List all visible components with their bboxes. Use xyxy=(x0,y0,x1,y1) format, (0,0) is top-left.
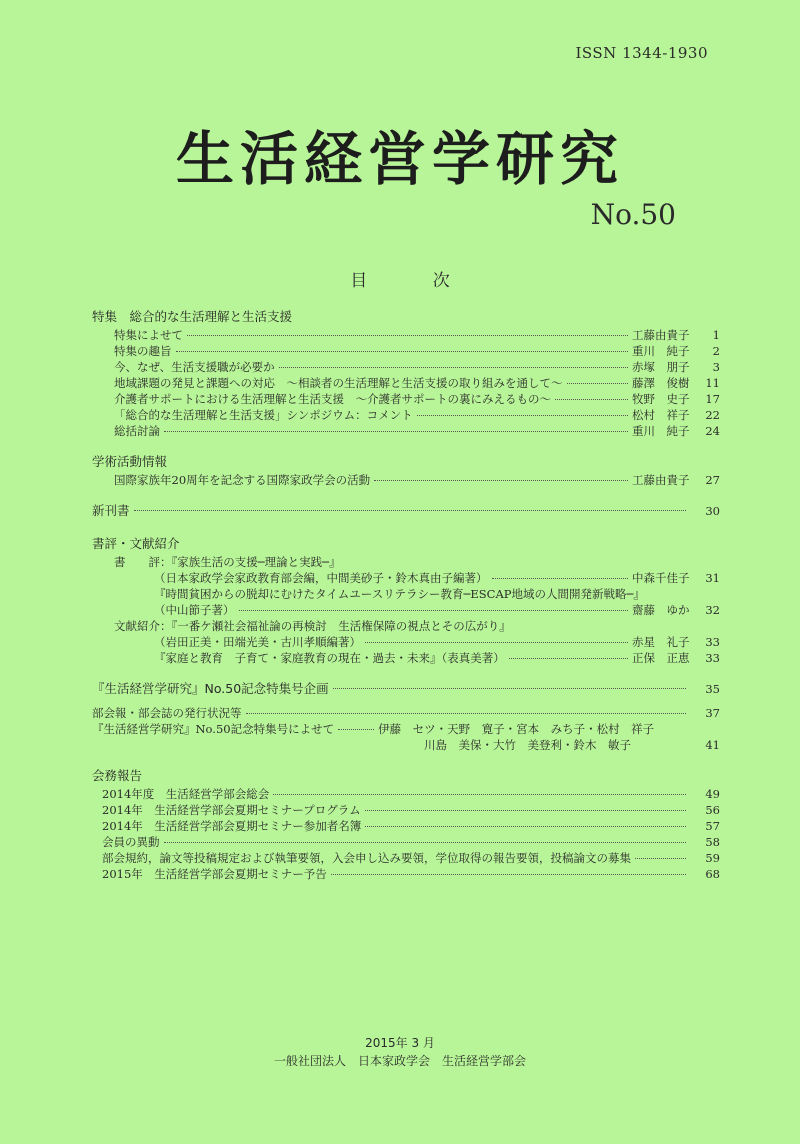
publication-date: 2015年 3 月 xyxy=(365,1036,435,1050)
toc-page: 2 xyxy=(712,344,720,358)
toc-row[interactable] xyxy=(92,423,720,439)
section-heading-reviews: 書評・文献紹介 xyxy=(92,536,180,551)
dot-leader xyxy=(374,480,628,481)
toc-title: （岩田正美・田端光美・古川孝順編著） xyxy=(154,635,361,649)
toc-title: 会員の異動 xyxy=(102,835,160,849)
dot-leader xyxy=(279,367,628,368)
dot-leader xyxy=(331,874,686,875)
dot-leader xyxy=(164,431,628,432)
toc-page: 3 xyxy=(712,360,720,374)
toc-page: 33 xyxy=(705,635,720,649)
section-heading-newbooks: 新刊書 xyxy=(92,503,130,518)
toc-page: 22 xyxy=(705,408,720,422)
toc-page: 30 xyxy=(705,504,720,518)
toc-author: 赤塚 朋子 xyxy=(632,360,690,374)
toc-title: 「総合的な生活理解と生活支援」シンポジウム：コメント xyxy=(114,408,413,422)
toc-title: （中山節子著） xyxy=(154,603,235,617)
toc-heading: 目 次 xyxy=(350,271,450,291)
dot-leader xyxy=(365,810,686,811)
toc-row[interactable] xyxy=(92,802,720,818)
toc-title: 『時間貧困からの脱却にむけたタイムユースリテラシー教育─ESCAP地域の人間開発新戦略─』 xyxy=(154,587,645,601)
toc-title: （日本家政学会家政教育部会編，中間美砂子・鈴木真由子編著） xyxy=(154,571,488,585)
toc-row[interactable] xyxy=(92,818,720,834)
toc-title: 特集によせて xyxy=(114,328,183,342)
toc-title: 『生活経営学研究』No.50記念特集号によせて xyxy=(92,722,335,736)
toc-title: 今、なぜ、生活支援職が必要か xyxy=(114,360,275,374)
toc-title: 介護者サポートにおける生活理解と生活支援 ～介護者サポートの裏にみえるもの～ xyxy=(114,392,551,406)
toc-author: 正保 正恵 xyxy=(632,651,690,665)
toc-page: 11 xyxy=(705,376,720,390)
toc-author: 工藤由貴子 xyxy=(632,328,690,342)
toc-title: 2015年 生活経営学部会夏期セミナー予告 xyxy=(102,867,327,881)
toc-page: 24 xyxy=(705,424,720,438)
toc-page: 35 xyxy=(705,682,720,696)
dot-leader xyxy=(187,335,628,336)
toc-title: 書 評：『家族生活の支援─理論と実践─』 xyxy=(114,555,341,569)
section-heading-academic: 学術活動情報 xyxy=(92,454,168,469)
toc-author: 中森千佳子 xyxy=(632,571,690,585)
section-heading-anniversary: 『生活経営学研究』No.50記念特集号企画 xyxy=(92,681,329,696)
dot-leader xyxy=(509,658,628,659)
toc-author: 工藤由貴子 xyxy=(632,473,690,487)
toc-title: 総括討論 xyxy=(114,424,160,438)
toc-page: 1 xyxy=(712,328,720,342)
issue-number: No.50 xyxy=(590,198,676,231)
toc-row[interactable] xyxy=(92,834,720,850)
toc-row[interactable] xyxy=(92,705,720,721)
toc-row[interactable] xyxy=(92,343,720,359)
toc-author: 伊藤 セツ・天野 寛子・宮本 みち子・松村 祥子 xyxy=(378,722,655,736)
toc-page: 57 xyxy=(705,819,720,833)
toc-row[interactable] xyxy=(92,721,720,737)
toc-page: 58 xyxy=(705,835,720,849)
toc-row[interactable] xyxy=(92,472,720,488)
toc-author: 重川 純子 xyxy=(632,344,690,358)
toc-page: 31 xyxy=(705,571,720,585)
dot-leader xyxy=(134,510,686,511)
toc-page: 32 xyxy=(705,603,720,617)
section-heading-reports: 会務報告 xyxy=(92,768,143,783)
toc-author: 重川 純子 xyxy=(632,424,690,438)
toc-page: 41 xyxy=(705,738,720,752)
toc-author: 松村 祥子 xyxy=(632,408,690,422)
publisher: 一般社団法人 日本家政学会 生活経営学部会 xyxy=(273,1054,526,1068)
toc-row[interactable] xyxy=(92,866,720,882)
toc-title: 部会規約，論文等投稿規定および執筆要領，入会申し込み要領，学位取得の報告要領，投稿論文の募集 xyxy=(102,851,631,865)
toc-title: 文献紹介：『一番ケ瀬社会福祉論の再検討 生活権保障の視点とその広がり』 xyxy=(114,619,511,633)
toc-author: 川島 美保・大竹 美登利・鈴木 敏子 xyxy=(424,738,631,752)
toc-row[interactable] xyxy=(92,786,720,802)
toc-title: 国際家族年20周年を記念する国際家政学会の活動 xyxy=(114,473,371,487)
dot-leader xyxy=(338,729,374,730)
toc-title: 『家庭と教育 子育て・家庭教育の現在・過去・未来』（表真美著） xyxy=(154,651,505,665)
toc-title: 2014年 生活経営学部会夏期セミナー参加者名簿 xyxy=(102,819,362,833)
dot-leader xyxy=(273,794,686,795)
toc-author: 藤澤 俊樹 xyxy=(632,376,690,390)
toc-row-newbooks[interactable] xyxy=(92,500,720,521)
toc-page: 49 xyxy=(705,787,720,801)
toc-title: 地域課題の発見と課題への対応 ～相談者の生活理解と生活支援の取り組みを通して～ xyxy=(114,376,563,390)
table-of-contents xyxy=(92,306,720,882)
journal-title: 生活経営学研究 xyxy=(175,125,624,193)
toc-row[interactable] xyxy=(92,375,720,391)
dot-leader xyxy=(492,578,629,579)
toc-row[interactable] xyxy=(92,407,720,423)
toc-author: 牧野 史子 xyxy=(632,392,690,406)
dot-leader xyxy=(246,713,687,714)
toc-row[interactable] xyxy=(92,359,720,375)
toc-row[interactable] xyxy=(92,327,720,343)
toc-row[interactable] xyxy=(92,586,720,602)
toc-page: 27 xyxy=(705,473,720,487)
toc-author: 赤星 礼子 xyxy=(632,635,690,649)
toc-row[interactable] xyxy=(92,570,720,586)
toc-row-anniversary[interactable] xyxy=(92,678,720,699)
dot-leader xyxy=(635,858,686,859)
toc-row[interactable] xyxy=(92,634,720,650)
toc-page: 59 xyxy=(705,851,720,865)
toc-page: 37 xyxy=(705,706,720,720)
dot-leader xyxy=(365,642,628,643)
toc-row[interactable] xyxy=(92,618,720,634)
toc-page: 56 xyxy=(705,803,720,817)
toc-row[interactable] xyxy=(92,650,720,666)
toc-title: 2014年 生活経営学部会夏期セミナープログラム xyxy=(102,803,361,817)
toc-row[interactable] xyxy=(92,850,720,866)
toc-title: 部会報・部会誌の発行状況等 xyxy=(92,706,242,720)
dot-leader xyxy=(365,826,686,827)
dot-leader xyxy=(417,415,628,416)
toc-page: 68 xyxy=(705,867,720,881)
dot-leader xyxy=(333,688,686,689)
toc-author: 齋藤 ゆか xyxy=(632,603,690,617)
dot-leader xyxy=(567,383,629,384)
toc-page: 33 xyxy=(705,651,720,665)
toc-title: 特集の趣旨 xyxy=(114,344,172,358)
toc-row[interactable] xyxy=(92,554,720,570)
toc-row[interactable] xyxy=(92,391,720,407)
toc-row[interactable] xyxy=(92,602,720,618)
dot-leader xyxy=(176,351,629,352)
dot-leader xyxy=(239,610,629,611)
toc-page: 17 xyxy=(705,392,720,406)
toc-row[interactable] xyxy=(92,737,720,753)
dot-leader xyxy=(555,399,628,400)
issn: ISSN 1344-1930 xyxy=(575,44,708,62)
section-heading-special: 特集 総合的な生活理解と生活支援 xyxy=(92,309,293,324)
toc-title: 2014年度 生活経営学部会総会 xyxy=(102,787,270,801)
dot-leader xyxy=(164,842,687,843)
